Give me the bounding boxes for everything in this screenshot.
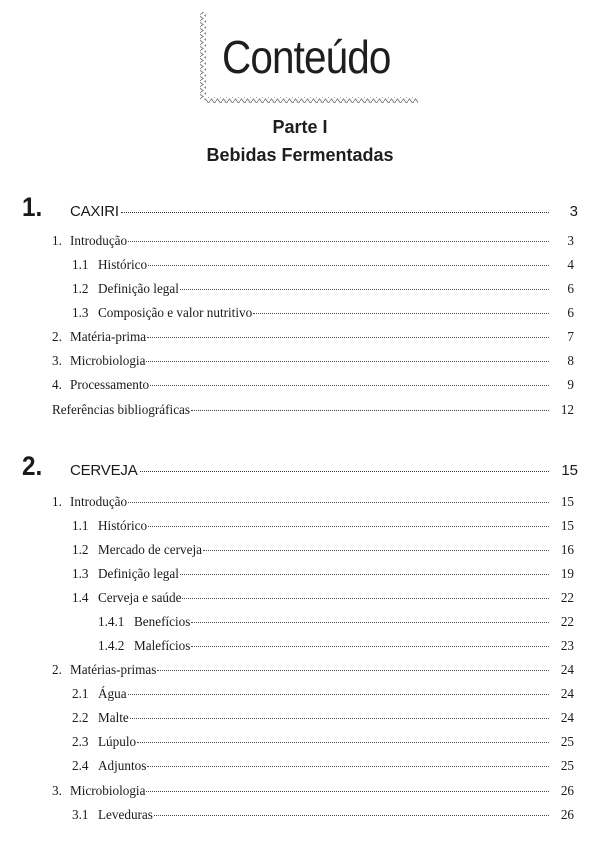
dot-leader bbox=[146, 361, 549, 362]
chapter-heading[interactable] bbox=[22, 451, 578, 482]
chapter-number: 2. bbox=[22, 451, 43, 481]
entry-page-number: 26 bbox=[560, 783, 574, 798]
entry-title: Histórico bbox=[98, 518, 148, 533]
entry-title: Malefícios bbox=[134, 638, 191, 653]
entry-page-number: 15 bbox=[560, 518, 574, 533]
part-title: Bebidas Fermentadas bbox=[206, 145, 394, 165]
entry-number: 1.1 bbox=[72, 257, 89, 272]
entry-title: Leveduras bbox=[98, 807, 153, 822]
entry-number: 2.2 bbox=[72, 710, 89, 725]
entry-number: 2.1 bbox=[72, 686, 89, 701]
dot-leader bbox=[140, 471, 549, 472]
entry-number: 3. bbox=[52, 783, 62, 798]
dot-leader bbox=[180, 574, 549, 575]
dot-leader bbox=[180, 289, 549, 290]
entry-number: 2. bbox=[52, 662, 62, 677]
entry-page-number: 3 bbox=[567, 233, 574, 248]
toc-entry[interactable] bbox=[72, 566, 574, 582]
entry-number: 2.4 bbox=[72, 758, 89, 773]
entry-number: 1.3 bbox=[72, 305, 89, 320]
toc-entry[interactable] bbox=[72, 305, 574, 321]
page-title: Conteúdo bbox=[222, 31, 391, 83]
toc-entry[interactable] bbox=[52, 783, 574, 799]
entry-page-number: 12 bbox=[560, 402, 574, 417]
toc-entry[interactable] bbox=[72, 734, 574, 750]
entry-number: 1.2 bbox=[72, 281, 89, 296]
dot-leader bbox=[253, 313, 549, 314]
entry-page-number: 6 bbox=[567, 281, 574, 296]
dot-leader bbox=[147, 766, 549, 767]
dot-leader bbox=[191, 410, 549, 411]
entry-page-number: 7 bbox=[567, 329, 574, 344]
toc-entry[interactable] bbox=[72, 257, 574, 273]
entry-number: 1. bbox=[52, 494, 62, 509]
toc-entry[interactable] bbox=[72, 542, 574, 558]
toc-entry[interactable] bbox=[72, 686, 574, 702]
entry-page-number: 22 bbox=[560, 590, 574, 605]
chapter-title: CERVEJA bbox=[70, 462, 138, 479]
dot-leader bbox=[128, 694, 549, 695]
entry-page-number: 6 bbox=[567, 305, 574, 320]
dot-leader bbox=[137, 742, 549, 743]
entry-title: Matéria-prima bbox=[70, 329, 147, 344]
entry-number: 1.1 bbox=[72, 518, 89, 533]
dot-leader bbox=[128, 502, 549, 503]
entry-title: Adjuntos bbox=[98, 758, 147, 773]
chapter-title: CAXIRI bbox=[70, 203, 119, 220]
toc-entry[interactable] bbox=[72, 710, 574, 726]
dot-leader bbox=[150, 385, 549, 386]
entry-number: 1.2 bbox=[72, 542, 89, 557]
toc-entry-references[interactable] bbox=[52, 402, 574, 418]
entry-title: Referências bibliográficas bbox=[52, 402, 191, 417]
entry-page-number: 9 bbox=[567, 377, 574, 392]
entry-number: 1. bbox=[52, 233, 62, 248]
entry-title: Microbiologia bbox=[70, 783, 146, 798]
toc-entry[interactable] bbox=[98, 638, 574, 654]
dot-leader bbox=[182, 598, 549, 599]
entry-number: 1.3 bbox=[72, 566, 89, 581]
entry-title: Água bbox=[98, 686, 127, 701]
entry-number: 2. bbox=[52, 329, 62, 344]
entry-page-number: 16 bbox=[560, 542, 574, 557]
chapter-number: 1. bbox=[22, 192, 43, 222]
dot-leader bbox=[147, 337, 549, 338]
entry-title: Definição legal bbox=[98, 566, 179, 581]
toc-entry[interactable] bbox=[72, 807, 574, 823]
dot-leader bbox=[121, 212, 549, 213]
toc-entry[interactable] bbox=[52, 233, 574, 249]
dot-leader bbox=[203, 550, 549, 551]
toc-entry[interactable] bbox=[72, 281, 574, 297]
entry-number: 1.4.1 bbox=[98, 614, 125, 629]
entry-page-number: 23 bbox=[560, 638, 574, 653]
entry-title: Malte bbox=[98, 710, 129, 725]
entry-title: Definição legal bbox=[98, 281, 179, 296]
entry-title: Mercado de cerveja bbox=[98, 542, 202, 557]
entry-number: 4. bbox=[52, 377, 62, 392]
entry-title: Processamento bbox=[70, 377, 150, 392]
entry-page-number: 24 bbox=[560, 662, 574, 677]
chapter-page-number: 3 bbox=[569, 203, 578, 220]
entry-number: 3.1 bbox=[72, 807, 89, 822]
entry-title: Introdução bbox=[70, 494, 128, 509]
entry-number: 2.3 bbox=[72, 734, 89, 749]
entry-page-number: 19 bbox=[560, 566, 574, 581]
entry-title: Histórico bbox=[98, 257, 148, 272]
toc-entry[interactable] bbox=[52, 662, 574, 678]
entry-page-number: 24 bbox=[560, 686, 574, 701]
chapter-heading[interactable] bbox=[22, 192, 578, 223]
entry-title: Microbiologia bbox=[70, 353, 146, 368]
toc-entry[interactable] bbox=[72, 758, 574, 774]
entry-page-number: 26 bbox=[560, 807, 574, 822]
dot-leader bbox=[154, 815, 549, 816]
toc-entry[interactable] bbox=[52, 329, 574, 345]
entry-title: Cerveja e saúde bbox=[98, 590, 182, 605]
dot-leader bbox=[130, 718, 549, 719]
entry-page-number: 22 bbox=[560, 614, 574, 629]
toc-entry[interactable] bbox=[72, 590, 574, 606]
entry-title: Lúpulo bbox=[98, 734, 137, 749]
entry-page-number: 15 bbox=[560, 494, 574, 509]
entry-title: Composição e valor nutritivo bbox=[98, 305, 253, 320]
toc-entry[interactable] bbox=[98, 614, 574, 630]
dot-leader bbox=[128, 241, 549, 242]
entry-title: Introdução bbox=[70, 233, 128, 248]
entry-number: 1.4.2 bbox=[98, 638, 125, 653]
entry-title: Benefícios bbox=[134, 614, 191, 629]
part-label: Parte I bbox=[272, 117, 328, 137]
toc-entry[interactable] bbox=[72, 518, 574, 534]
dot-leader bbox=[146, 791, 549, 792]
dot-leader bbox=[191, 622, 549, 623]
toc-entry[interactable] bbox=[52, 353, 574, 369]
chapter-page-number: 15 bbox=[561, 462, 578, 479]
entry-page-number: 24 bbox=[560, 710, 574, 725]
entry-page-number: 25 bbox=[560, 758, 574, 773]
toc-entry[interactable] bbox=[52, 377, 574, 393]
entry-page-number: 4 bbox=[567, 257, 574, 272]
dot-leader bbox=[157, 670, 549, 671]
entry-number: 3. bbox=[52, 353, 62, 368]
dot-leader bbox=[148, 526, 549, 527]
entry-number: 1.4 bbox=[72, 590, 89, 605]
entry-title: Matérias-primas bbox=[70, 662, 157, 677]
dot-leader bbox=[191, 646, 549, 647]
toc-entry[interactable] bbox=[52, 494, 574, 510]
dot-leader bbox=[148, 265, 549, 266]
entry-page-number: 8 bbox=[567, 353, 574, 368]
entry-page-number: 25 bbox=[560, 734, 574, 749]
